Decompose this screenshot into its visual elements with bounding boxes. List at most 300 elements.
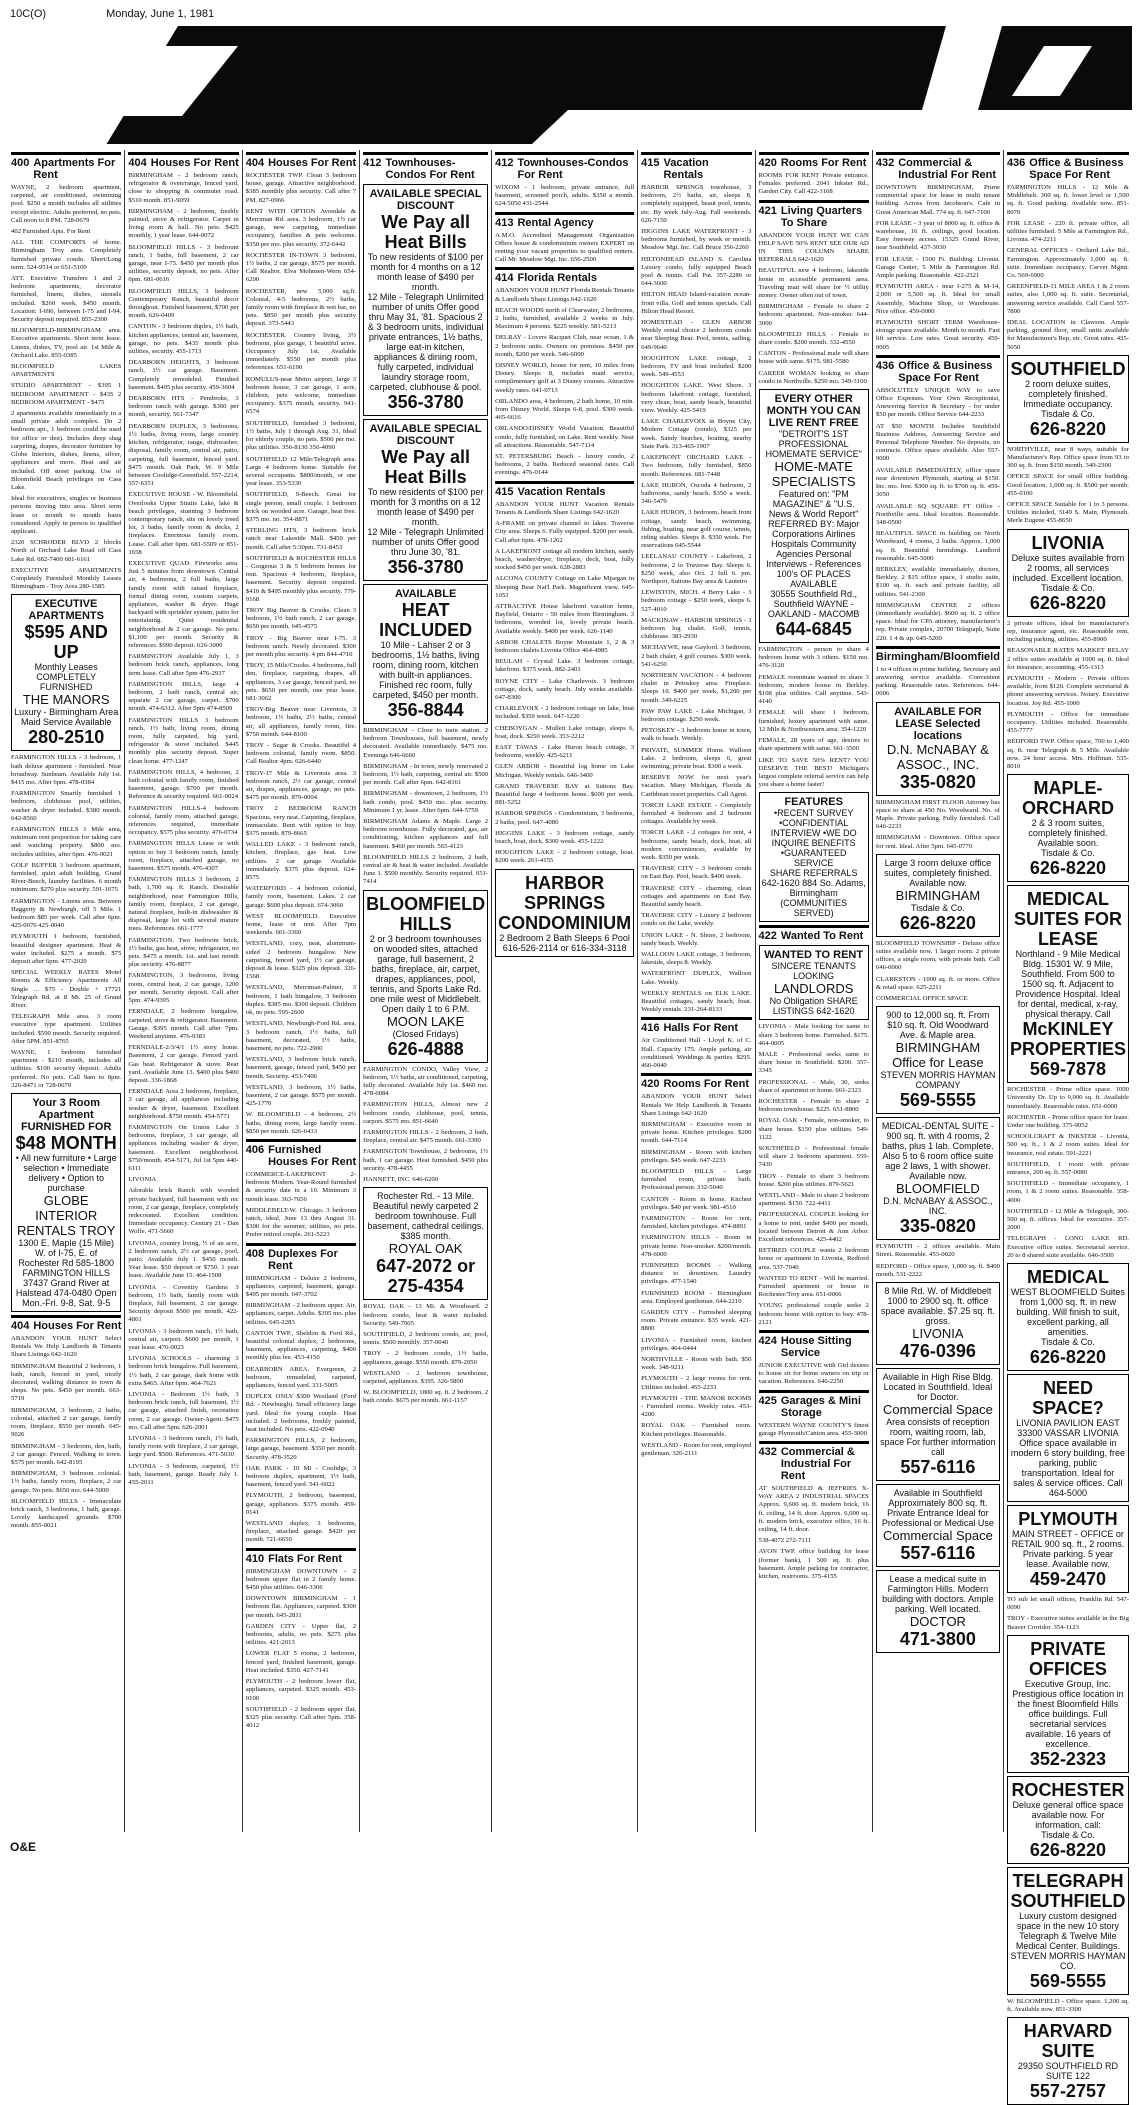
section-number: 404	[245, 157, 265, 169]
classified-ad: BLOOMFIELD HILLS 2 bedroom, 2 bath, central air & heat & water included. Available June 1. $500 monthly. Security required. 651-7414	[363, 853, 489, 886]
display-ad-detail: Featured on: "PM MAGAZINE" & "U.S. News & World Report" REFERRED BY: Major Corporations Airlines Hospitals Community Agencies Personal Interviews - References 100's OF PLACES AVAILABLE	[766, 489, 861, 590]
classified-ad: ORLANDO/DISNEY World Vacation. Beautiful condo, fully furnished, on Lake. Rent weekly. Near all attractions. Reasonable. 547-7114	[495, 425, 635, 449]
display-ad-detail: STEVEN MORRIS HAYMAN COMPANY	[880, 1070, 996, 1091]
classified-ad: FARMINGTON HILLS-4 bedroom colonial, family room, attached garage, references required, immediate occupancy. $575 plus security. 476-0734	[128, 804, 239, 837]
classified-ad: WESTLAND - 2 bedroom townhouse, carpeted, appliances. $395. 326-5800	[363, 1369, 489, 1385]
classified-ad: PLYMOUTH AREA - near I-275 & M-14, 2,000 or 5,500 sq. ft. Ideal for small Assembly, Machine Shop, or Warehouse. Nice office. 459-0000	[875, 283, 1000, 315]
classified-ad: ROYAL OAK - Female, non-smoker, to share house. $150 plus utilities. 549-1122	[758, 1117, 869, 1141]
section-header	[759, 1330, 869, 1359]
classified-ad: WALLED LAKE - 3 bedroom ranch, kitchen, fireplace, gas heat. Low utilities. 2 car garage. Available immediately. $375 plus deposit. 624-8575	[245, 841, 357, 882]
page-number: 10C(O)	[10, 8, 47, 20]
classified-ad: GARDEN CITY - Furnished sleeping room. Private entrance. $35 week. 421-8800	[641, 1308, 752, 1333]
classified-ad: SOUTHFIELD - Immediate occupancy, 1 room, 1 & 2 room suites. Reasonable. 358-4000	[1006, 1180, 1129, 1204]
classified-ad: LIVONIA - 3 bedroom ranch, 1½ bath, central air, carport. $600 per month, 1 year lease. 476-0023	[128, 1327, 239, 1352]
classified-ad: TROY - Executive suites available in the Big Beaver Corridor. 354-1123	[1006, 1615, 1129, 1631]
section-number: 421	[758, 204, 777, 217]
classified-ad: LIVONIA - Bedroom 1½ bath, 3 bedroom brick ranch, full basement, 1½ car garage, attached finish, recreation room, 2 car garage. Owner-Agent. $475 mo. Call after 5pm. 626-2001	[128, 1391, 239, 1431]
display-ad-name: Commercial Space	[882, 1402, 993, 1418]
section-number: 400	[11, 157, 30, 169]
classified-ad: LIVONIA - Coventry Gardens 3 bedroom, 1½ bath, family room with fireplace, full basement, 2 car garage. Security deposit $500 per month. 422-4861	[128, 1283, 239, 1324]
classified-ad: PAW PAW LAKE - Lake Michigan, 3 bedroom cottage. $250 week.	[641, 707, 752, 723]
section-title: Rental Agency	[517, 216, 594, 229]
classified-ad: ROMULUS-near Metro airport, large 3 bedroom house, 3 car garage, 1 acre, children, pets welcome, immediate occupancy. $375 month, security. 941-6574	[245, 375, 357, 416]
classified-ad: PLYMOUTH - Office for immediate occupancy. Utilities included. Reasonable. 455-7777	[1006, 710, 1129, 735]
classified-ad: 2 apartments available immediately in a small private adult complex. (In 2 bedroom apt., 1 bedroom could be used for office or den). Includes deep shag carpeting, drapes, decorator furniture by Globe Interiors, dishes, linens, silver, appliances and more. Heat and air included. Off street parking. Use of Bloomfield Beach privileges on Cass Lake.	[11, 410, 122, 491]
section-number: 425	[758, 1394, 777, 1407]
section-header	[495, 481, 634, 498]
classified-ad: TROY-Big Beaver near Livernois, 3 bedroom, 1½ baths, 2½ baths, central air, all appliances, family room, fire. $750 month. 644-8100	[245, 706, 357, 738]
classified-ad: TROY-17 Mile & Livernois area. 3 bedroom ranch, 2½ car garage, central air, drapes, appliances, garage, no pets. $475 per month. 879-0004	[245, 769, 357, 802]
section-header	[641, 1017, 751, 1034]
display-ad-text: To new residents of $100 per month for 4 months on a 12 month lease of $490 per month.	[367, 252, 484, 292]
section-header	[11, 152, 121, 181]
classified-ad: DOWNTOWN BIRMINGHAM - 1 bedroom flat. Appliances, carpeted. $300 per month. 645-2811	[245, 1595, 357, 1619]
display-ad-phone: 626-8220	[1029, 1347, 1106, 1367]
classified-ad: DELRAY - Lovers Racquet Club, near ocean, 1 & 2 bedroom units. Owners on premises. $450 per month, $200 per week. 546-6000	[495, 334, 635, 358]
classified-ad: A LAKEFRONT cottage all modern kitchen, sandy beach, washer/dryer, fireplace, deck, boat, fully stocked $450 per week. 628-2883	[495, 547, 635, 572]
display-ad-detail: 1300 E. Maple (15 Mile) W. of I-75, E. of Rochester Rd 585-1800 FARMINGTON HILLS 37437 Grand River at Halstead 474-0480 Open Mon.-Fri. 9-8, Sat. 9-5	[15, 1238, 117, 1309]
classified-ad: TROY Big Beaver & Crooks. Clean 3 bedroom, 1½ bath ranch, 2 car garage. $650 per month. 645-4575	[245, 606, 357, 631]
section-number: 408	[245, 1247, 265, 1260]
display-ad	[876, 1570, 1000, 1653]
section-title: Garages & Mini Storage	[780, 1394, 861, 1419]
display-ad-headline: TELEGRAPH SOUTHFIELD	[1010, 1870, 1126, 1911]
display-ad-name: ROYAL OAK	[388, 1241, 463, 1257]
classified-ad: WESTLAND duplex, 3 bedrooms, fireplace, attached garage. $420 per month. 721-6650	[245, 1520, 357, 1544]
display-ad-detail: No Obligation SHARE LISTINGS 642-1620	[769, 996, 858, 1017]
classified-ad: ST. PETERSBURG Beach - luxury condo, 2 bedrooms, 2 baths. Reduced seasonal rates. Call evenings. 476-0144	[495, 453, 635, 477]
display-ad	[495, 869, 634, 957]
display-ad-phone: 356-3780	[387, 392, 464, 412]
section-number: 436	[1006, 157, 1026, 169]
classified-ad: BIRMINGHAM - Downtown. Office space for rent. Ideal. After 5pm. 645-0770	[875, 834, 1000, 850]
classified-ad: BIRMINGHAM - Room with kitchen privileges. $45 week. 647-2233	[641, 1148, 752, 1164]
display-ad-text: Available in Southfield Approximately 800 sq. ft. Private Entrance Ideal for Professional or Medical Use	[881, 1488, 994, 1529]
classified-ad: FARMINGTON CONDO, Valley View, 2 bedroom, 1½ baths, air conditioned, carpeting, fully decorated. Available July 1st. $460 mo. 478-0084	[363, 1065, 489, 1098]
classified-ad: WEST BLOOMFIELD. Executive home, lease or rent. After 7pm weekends. 661-3360	[245, 912, 357, 937]
classified-ad: LOWER FLAT 5 rooms, 2 bedroom, fenced yard, finished basement, garage. Heat included. $350. 427-7141	[245, 1650, 357, 1674]
classified-ad: FARMINGTON - person to share 4 bedroom home with 3 others. $150 mo. 476-3120	[758, 646, 869, 670]
classified-ad: FURNISHED ROOM - Birmingham area. Employed gentleman. 644-2210	[641, 1289, 752, 1305]
display-ad-phone: 476-0396	[899, 1341, 976, 1362]
column-1	[8, 150, 124, 1832]
classified-ad: FARMINGTON Available July 1, 3 bedroom brick ranch, appliances, long term lease. Call after 5pm 476-2937	[128, 653, 239, 677]
section-title: Rooms For Rent	[663, 1078, 750, 1091]
classified-ad: ROCHESTER - Female to share 2 bedroom townhouse. $225. 651-8800	[758, 1097, 869, 1114]
display-ad-phone: 626-8220	[1029, 592, 1106, 613]
classified-ad: ROCHESTER - Prime office space for lease. Under one building. 375-9052	[1006, 1113, 1129, 1129]
classified-ad: WESTLAND, 3 bedroom, 1½ baths, basement, 2 car garage. $575 per month. 425-1770	[245, 1083, 357, 1108]
display-ad	[1007, 2017, 1129, 2105]
classified-ad: SOUTHFIELD - Professional female will share 2 bedroom apartment. 559-7430	[758, 1144, 869, 1169]
classified-ad: FEMALE will share 1 bedroom, furnished, luxury apartment with same. 12 Mile & Northwestern area. 354-1220	[758, 709, 869, 733]
classified-ad: BIRMINGHAM - Executive room in private home. Kitchen privileges. $200 month. 644-7114	[641, 1120, 752, 1145]
display-ad-headline: SOUTHFIELD	[1010, 358, 1126, 379]
display-ad-phone: 569-5555	[899, 1090, 976, 1111]
classified-ad: PETOSKEY - 3 bedroom home in town, walk to beach. Weekly.	[641, 727, 752, 743]
classified-ad: FARMINGTON. Two bedroom brick, 1½ baths, gas heat, stove, refrigerator, no pets. $475 a month. 1st. and last month plus security. 476-8877	[128, 936, 239, 969]
section-title: Halls For Rent	[663, 1022, 739, 1035]
classified-ad: BLOOMFIELD TOWNSHIP - Deluxe office suites available now. 1 larger room. 2 private offices, a single room, with private bath. Call 646-0060	[875, 939, 1000, 972]
display-ad-text: To new residents of $100 per month for 3 months on a 12 month lease of $490 per month.	[367, 487, 484, 527]
display-ad-name: GLOBE INTERIOR RENTALS TROY	[16, 1193, 116, 1239]
classified-ad: FARMINGTON HILLS, large 4 bedroom, 2 bath ranch, central air, separate 2 car garage, carpet. $700 month. 474-6312. After 5pm 474-8509	[128, 680, 239, 713]
section-title: Houses For Rent	[150, 157, 239, 169]
classified-ad: RENT WITH OPTION Avondale & Merriman Rd. area. 3 bedroom, 1½ car garage, new carpeting, immediate occupancy, families & pets welcome. $350 per mo. plus security. 372-6442	[245, 207, 357, 248]
classified-ad: 538-4072 272-7111	[758, 1537, 811, 1545]
classified-ad: PLYMOUTH SHORT TERM Warehouse-storage space available. Month to month. Fast lift service. Low rates. Great security. 459-0005	[875, 319, 1000, 351]
classified-ad: Adorable brick Ranch with wooded private backyard, full basement with rec room, 2 car garage, fireplace, completely redecorated. Excellent condition. Immediate occupancy. Century 21 - Dan Wolfe. 471-5660	[128, 1187, 239, 1236]
classified-ad: LAKE CHARLEVOIX in Boyne City, Modern Cottage (condo), $325 per week. Sandy beaches, boating, nearby State Park. 313-465-1907	[641, 418, 752, 450]
classified-ad: GRAND TRAVERSE BAY at Suttons Bay. Beautiful large 4 bedroom home. $600 per week. 881-5252	[495, 782, 635, 807]
section-title: Townhouses-Condos For Rent	[385, 157, 475, 181]
column-2	[124, 150, 241, 1832]
display-ad-list: 2 or 3 bedroom townhouses on wooded sites, attached garage, full basement, 2 baths, fireplace, air, carpet, drapes, appliances, pool, tennis, and Sports Lake Rd. one mile west of Middlebelt. Open daily 1 to 6 P.M.	[369, 933, 482, 1014]
display-ad-phone: 557-2757	[1029, 2081, 1106, 2102]
classified-ad: TORCH LAKE ESTATE - Completely furnished 4 bedroom and 2 bedroom cottages. Available by week.	[641, 801, 752, 826]
classified-ad: ATTRACTIVE House lakefront vacation home, Bayfield, Ontario - 50 miles from Birmingham. 3 bedrooms, wooded lot, lovely private beach. Available weekly. $400 per week. 626-1140	[495, 602, 635, 635]
column-5	[491, 150, 637, 1832]
display-ad	[1007, 774, 1129, 882]
classified-ad: STERLING HTS, 3 bedroom brick ranch near Lakeside Mall. $450 per month. Call after 5:30pm. 731-8453	[245, 527, 357, 551]
display-ad-list: • All new furniture • Large selection • Immediate delivery • Option to purchase	[15, 1153, 117, 1194]
classified-ad: ROCHESTER. Country living, 3½ bedroom, plus garage, 1 beautiful acres. Occupancy July 1st. Available immediately. $550 per month plus references. 651-6190	[245, 331, 357, 372]
section-title: Wanted To Rent	[780, 930, 864, 943]
section-header	[759, 152, 869, 169]
display-ad-phone: 557-6116	[900, 1543, 976, 1564]
classified-ad: HOUGHTON LAKE - 2 bedroom cottage, boat. $200 week. 261-4155	[495, 849, 635, 865]
classified-ad: NORTHVILLE - Room with bath. $50 week. 348-9211	[641, 1355, 752, 1372]
page-date: Monday, June 1, 1981	[106, 8, 215, 20]
column-9	[1003, 150, 1132, 2102]
classified-ad: BIRMINGHAM - In town, newly renovated 2 bedroom, 1½ bath, carpeting, central air. $500 per month. Call after 6pm. 642-8161	[363, 762, 489, 787]
classified-ad: WESTLAND, Merriman-Palmer, 3 bedroom, 1 bath bungalow, 3 bedroom duplex. $385 mo. $300 deposit. Children ok, no pets. 595-2600	[245, 984, 357, 1017]
classified-ad: TRAVERSE CITY - 3 bedroom condo on East Bay. Pool, beach. $400 week.	[641, 865, 752, 881]
display-ad-text: LIVONIA PAVILION EAST 33300 VASSAR LIVONIA Office space available in modern 6 story building, free parking, public transportation. Ideal for sales & service offices. Call 464-5000	[1010, 1418, 1125, 1498]
classified-ad: PLYMOUTH - 2 offices available. Main Street. Reasonable. 453-0020	[875, 1243, 1000, 1259]
classified-ad: SPECIAL WEEKLY RATES Motel Rooms & Efficiency Apartments All Single ... $75 - Double + 17721 Telegraph Rd. at 8 Mi. 25 of Grand River.	[11, 969, 122, 1010]
classified-ad: FARMINGTON HILLS 3 bedroom ranch, 1½ bath, living room, dining room, fully carpeted, big yard, refrigerator & stove included. $445 monthly plus security deposit. Super clean home. 477-1247	[128, 716, 239, 765]
classified-ad: ATT. Executive Transfers 1 and 2 bedroom apartments, decorator furnished, linens, dishes, utensils included. $260 week, $450 month. Location: I-696, between I-75 and I-94. Security deposit required. 855-2300	[11, 275, 122, 324]
display-ad-headline: MAPLE-ORCHARD	[1021, 778, 1114, 819]
classified-ad: FOR LEASE - 3 year of 8000 sq. ft. office & warehouse, 16 ft. ceilings, good location. Easy freeway access. 15325 Grand River, near Southfield. 437-3030	[875, 219, 1000, 252]
section-header	[495, 212, 634, 229]
display-ad-text: Deluxe suites available from 2 rooms, all services included. Excellent location.	[1011, 552, 1125, 583]
display-ad-phone: 569-5555	[1029, 1970, 1106, 1991]
classified-ad: TROY - Big Beaver near I-75. 3 bedroom ranch. Newly decorated. $300 per month plus security. 4 pm 844-4710	[245, 634, 357, 658]
section-header	[246, 1548, 356, 1565]
display-ad-phone: 644-6845	[775, 619, 852, 640]
display-ad-detail: Tisdale & Co.	[1041, 408, 1095, 419]
section-number: 422	[758, 930, 777, 943]
display-ad-detail: Luxury - Birmingham Area Maid Service Available	[14, 707, 119, 728]
classified-ad: 2320 SCHRODER BLVD 2 blocks North of Orchard Lake Road off Cass Lake Rd. 682-7400 681-6161	[11, 539, 122, 563]
display-ad-name: LANDLORDS	[773, 981, 854, 997]
display-ad-headline: NEED SPACE?	[1032, 1378, 1104, 1418]
display-ad-heading: AVAILABLE SPECIAL DISCOUNT	[369, 423, 482, 447]
classified-ad: TRAVERSE CITY - charming, clean cottages and apartments on East Bay. Beautiful sandy beach.	[641, 884, 752, 909]
classified-ad: ABANDON YOUR HUNT Select Rentals We Help Landlords & Tenants Share Listings 642-1620	[11, 1335, 122, 1359]
classified-ad: BIRMINGHAM - 2 bedroom ranch, refrigerator & oven/range, fenced yard, close to shopping & commuter road. $510 month. 851-9059	[128, 172, 239, 204]
display-ad-headline: MEDICAL SUITES FOR LEASE	[1013, 889, 1122, 950]
classified-ad: HOUGHTON LAKE. West Shore. 3 bedroom lakefront cottage, furnished, very clean, boat, sandy beach, beautiful view. Weekly. 425-5419	[641, 382, 752, 415]
classified-ad: TROY - 2 bedroom condo, 1½ baths, appliances, garage. $550 month. 879-2050	[363, 1350, 489, 1366]
section-number: 432	[758, 1446, 777, 1459]
classified-ad: LIVONIA - 3 bedroom ranch, 1½ bath, family room with fireplace, 2 car garage, large yard. $500. References. 471-5030	[128, 1435, 239, 1459]
display-ad-text: 2 room deluxe suites, completely finished. Immediate occupancy.	[1023, 378, 1113, 409]
classified-ad: W. BLOOMFIELD, 1800 sq. ft. 2 bedroom, 2 bath condo. $675 per month. 661-1157	[363, 1389, 489, 1405]
classified-ad: CLARKSTON - 1000 sq. ft. or more. Office & retail space. 625-2211	[875, 975, 1000, 991]
classified-ad: DEARBORN DUPLEX, 3 bedrooms, 1½ baths, living room, large country kitchen, refrigerator, range, dishwasher, disposal, family room, central air, patio, carpeting, full basement, fenced yard. $475 month. Oak Park, W. 9 Mile between Coolidge-Greenfield. 557-2214, 357-6351	[128, 422, 239, 488]
section-header	[495, 152, 634, 181]
display-ad-phone: 471-3800	[899, 1629, 976, 1650]
section-title: Commercial & Industrial For Rent	[780, 1446, 855, 1483]
classified-ad: 402 Furnished Apts. For Rent	[11, 228, 91, 236]
display-ad-detail: 616-526-2114 or 616-334-3118	[502, 942, 627, 953]
page-folio	[10, 4, 1130, 24]
display-ad-phone: 356-8844	[387, 700, 464, 720]
classified-ad: AT SOUTHFIELD & JEFFRIES X-WAY AREA 2 INDUSTRIAL SPACES Approx. 9,600 sq. ft. modern brick, 16 ft. ceiling, 14 ft. door. Approx. 6,000 sq. ft. modern brick, executive office, 16 ft. ceiling, 14 ft. door.	[758, 1485, 869, 1534]
display-ad-phone: 557-6116	[900, 1457, 976, 1478]
classified-ad: SOUTHFIELD, 9-Beech. Great for single person, small couple. 1 bedroom brick on wooded acre. Garage, heat free. $375 mo. no. 354-8871	[245, 491, 357, 523]
classified-ad: TELEGRAPH Mile area. 3 room executive type apartment. Utilities included. $590 month. Security required. After 5PM. 851-8765	[11, 1013, 122, 1045]
display-ad-text: 8 Mile Rd. W. of Middlebelt 1000 to 2900 sq. ft. office space available. $7.25 sq. ft. gross.	[880, 1286, 995, 1327]
column-8	[872, 150, 1003, 1832]
classified-ad: ARBOR CHALETS Boyne Mountain 1, 2 & 3 bedroom chalets Livonia Office 464-4985	[495, 638, 635, 654]
section-header	[759, 200, 869, 229]
classified-ad: EXECUTIVE QUAD. Fireworks area. Just 5 minutes from downtown. Central air, 4 bedrooms, 2 full baths, large family room with raised fireplace, formal dining room, custom carpets, appliances, washer & dryer. Huge backyard with sprinkler system, patio for entertaining. Quiet residential neighborhood & 2 car garage. No pets. $1,100 per month. Security & references. $990 deposit. 626-3000	[128, 559, 239, 649]
column-7	[755, 150, 872, 1832]
display-ad-headline: LIVONIA	[1031, 532, 1105, 553]
section-number: 420	[641, 1078, 660, 1091]
display-ad-headline: HEAT INCLUDED	[379, 600, 473, 640]
display-ad-name: BLOOMFIELD	[896, 1181, 980, 1197]
display-ad-headline: BLOOMFIELD HILLS	[366, 893, 486, 934]
classified-ad: DUPLEX ONLY $300 Westland (Ford Rd. - Newburgh). Small efficiency large yard. Ideal for young couple. Heat included. 2 bedrooms, freshly painted, heat included. No pets. 422-0940	[245, 1393, 357, 1434]
display-ad	[1007, 1867, 1129, 1995]
display-ad-name: Commercial Space	[882, 1528, 993, 1544]
section-number: 436	[875, 359, 895, 372]
classified-ad: WESTLAND, 3 bedroom brick ranch, basement, garage, fenced yard, $450 per month. Security. 453-7406	[245, 1056, 357, 1080]
classified-ad: BLOOMFIELD HILLS, 3 bedroom Contemporary Ranch, beautiful decor throughout. Finished basement, $700 per month. 626-0409	[128, 287, 239, 320]
classified-ad: SOUTHFIELD - 12 Mile & Telegraph, 300-500 sq. ft. offices. Ideal for executive. 357-2000	[1006, 1207, 1129, 1232]
column-4	[359, 150, 491, 1832]
display-ad	[876, 1006, 1000, 1114]
classified-ad: WESTLAND - Room for rent, employed gentleman. 326-2111	[641, 1441, 752, 1458]
display-ad	[1007, 1635, 1129, 1773]
classified-ad: SOUTHFIELD & ROCHESTER HILLS - Gorgeous 3 & 5 bedroom homes for rent. Spacious 4 bedroom, fireplace, basement. Security deposit required. $410 & $495 monthly plus security. 779-9168	[245, 554, 357, 603]
section-number: 412	[363, 157, 382, 169]
classified-ad: ABANDON YOUR HUNT Vacation Rentals Tenants & Landlords Share Listings 642-1620	[495, 500, 635, 516]
section-header	[1007, 152, 1129, 181]
classified-ad: BEAUTIFUL new 4 bedroom, lakeside home in accessible permanent area. Traveling man will share for ½ utility money. Owner often out of town.	[758, 267, 869, 300]
display-ad-detail: 12 Mile - Telegraph Unlimited number of units Offer good thru May 31, '81. Spacious 2 & 3 bedroom units, individual private entrances, 1½ baths, large eat-in kitchen, appliances & dining room, fully carpeted, individual laundry storage room, carpeted, clubhouse & pool.	[367, 292, 484, 392]
classified-ad: SOUTHFIELD 12 Mile/Telegraph area. Large 4 bedroom home. Suitable for several occupants. $800/month, or one year lease. 353-5330	[245, 455, 357, 488]
classified-ad: FARMINGTON HILLS - 3 bedroom, 1 bath deluxe apartment - furnished. Near broadway. Sunbeam. Available July 1st. $415 mo. After 6pm. 478-0384	[11, 754, 122, 786]
classified-ad: RESERVE NOW for next year's vacation. Many Michigan, Florida & Caribbean resort properties. Call Agent.	[641, 774, 752, 798]
classified-ad: BEAUTIFUL SPACE in building on North Woodward, 4 rooms, 2 baths. Approx. 1,000 sq. ft. Beautiful furnishings. Landlord reasonable. 645-5000	[875, 530, 1000, 562]
display-ad-headline: We Pay all Heat Bills	[381, 447, 470, 487]
display-ad-phone: 335-0820	[899, 1216, 976, 1237]
classified-ad: PRIVATE, SUMMER Home. Walloon Lake. 2 bedroom, sleeps 6, great swimming, private boat. $300 a week.	[641, 746, 752, 770]
classified-ad: COMMERCE-LAKEFRONT 2-bedroom Modern. Year-Round furnished & security date in a 10. Minimum 3 month lease. 363-7656	[245, 1170, 357, 1203]
display-ad-text: Large 3 room deluxe office suites, completely finished. Available now.	[884, 857, 992, 888]
column-3	[242, 150, 359, 1832]
section-title: Commercial & Industrial For Rent	[898, 157, 997, 181]
classified-ad: BLOOMFIELD HILLS - 3 bedroom ranch, 1 baths, full basement, 2 car garage, near I-75. $450 per month plus utilities, security deposit, no pets. After 6pm. 681-0616	[128, 243, 239, 284]
display-ad	[759, 945, 869, 1020]
classified-ad: FARMINGTON Smartly furnished 1 bedroom, clubhouse pool, utilities, washer & dryer included. $380 month. 642-8560	[11, 790, 122, 822]
classified-ad: PROFESSIONAL COUPLE looking for a home to rent, under $400 per month, located between Detroit & Ann Arbor. Excellent references. 425-4402	[758, 1211, 869, 1243]
classified-ad: FERNDALE-2/3/4/1 1½ story home. Basement, 2 car garage. Fenced yard. Gas heat. Refrigerator & stove. Rear yard. Available June 13. $400 plus $400 deposit. 336-1868	[128, 1044, 239, 1084]
classified-ad: FEMALE roommate wanted to share 3 bedroom, modern house in Berkley. $108 plus utilities. Call anytime. 543-4140	[758, 673, 869, 706]
display-ad-text: Lease a medical suite in Farmington Hills. Modern building with doctors. Ample parking. Well located.	[882, 1574, 994, 1615]
display-ad-phone: 626-8220	[1029, 1839, 1106, 1860]
classified-ad: HILTONHEAD ISLAND S. Carolina Luxury condo, fully equipped Beach pool & tennis. Call Pat. 357-2286 or 644-3600	[641, 255, 752, 288]
classified-ad: LIVONIA, country living, ½ of an acre, 2 bedroom ranch, 2½ car garage, pool, patio. Available July 1. $450 month. Year lease. $50 deposit or $750. 1 year lease. Available June 15. 464-1508	[128, 1239, 239, 1280]
classified-ad: DISNEY WORLD, house for rent, 10 miles from Disney. Sleeps 8, includes maid service, complimentary golf at 3 Disney courses. Attractive weekly rates. 641-0713	[495, 362, 635, 394]
classified-ad: TORCH LAKE - 2 cottages for rent, 4 bedrooms, sandy beach, dock, boat, all modern conveniences, available by week. $350 per week.	[641, 829, 752, 862]
classified-ad: BIRMINGHAM - 3 bedroom, den, bath, 2 car garage. Fenced. Walking to town. $575 per month. 642-8195	[11, 1442, 122, 1466]
classified-ad: PLYMOUTH - 2 large rooms for rent. Utilities included. 455-2233	[641, 1375, 752, 1391]
classified-ad: LEELANAU COUNTY - Lakefront, 2 bedrooms, 2 to Traverse Bay. Sleeps 6. $250 week, also Oct. 2 full 6. pm. Northport, Suttons Bay area & Lautetro	[641, 553, 752, 585]
display-ad	[11, 594, 121, 751]
classified-ad: NORTHERN VACATION - 4 bedroom chalet in Petoskey area. Fireplace. Sleeps 10. $400 per week, $1,200 per month. 349-6225	[641, 671, 752, 704]
display-ad-detail: SHARE REFERRALS 642-1620 884 So. Adams, Birmingham (COMMUNITIES SERVED)	[761, 868, 866, 919]
display-ad-heading: EXECUTIVE APARTMENTS	[28, 598, 104, 623]
display-ad-headline: HARBOR SPRINGS CONDOMINIUM	[498, 872, 632, 933]
classified-ad: FARMINGTON HILLS Lease or with option to buy 3 bedroom ranch, family room, fireplace, attached garage, no basement. $575 month. 476-4307	[128, 840, 239, 873]
classified-ad: TROY, 15 Mile/Crooks. 4 bedrooms, full den, fireplace, carpeting, drapes, all appliances, 3 car garage, fenced yard, no pets. $650 per month, one year lease. 681-3062	[245, 662, 357, 702]
classified-ad: AVON TWP. office building for lease (former bank), 1 500 sq. ft. plus basement. Ample parking for contractor, kitchen, restrooms. 375-4155	[758, 1548, 869, 1581]
classified-ad: LAKEFRONT ORCHARD LAKE - Two bedroom, fully furnished, $850 month. References. 681-7448	[641, 454, 752, 478]
classified-ad: MIDDLEBELT-W. Chicago. 3 bedroom ranch, ideal, June 13 thru August 31. $300 for the summer, utilities, no pets. Prefer retired couple. 261-5223	[245, 1206, 357, 1239]
section-title: Florida Rentals	[517, 272, 597, 285]
classified-ad: SOUTHFIELD, 1 room with private entrance, 200 sq. ft. 557-0080	[1006, 1160, 1129, 1176]
classified-ad: PROFESSIONAL - Male, 30, seeks share of apartment or home. 661-2323	[758, 1078, 869, 1094]
classified-ad: WAYNE, 2 bedroom apartment, carpeted, air conditioned, swimming pool. $250 a month includes all utilities except electric. Adults preferred, no pets. Call noon to 8 PM. 728-0679	[11, 184, 122, 224]
display-ad-name: BIRMINGHAM	[895, 887, 981, 903]
display-ad-name: MOON LAKE	[386, 1013, 465, 1029]
display-ad-text: MEDICAL-DENTAL SUITE - 900 sq. ft. with 4 rooms, 2 baths, plus 1 lab. Complete. Also 5 to 6 room office suite age 2 laws, 1 with shower. Available now.	[881, 1121, 994, 1182]
classified-ad: LIVONIA - Male looking for same to share 3 bedroom home. Furnished. $175. 464-0005	[758, 1023, 869, 1047]
classified-ad: 2 private offices, ideal for manufacturer's rep, insurance agent, etc. Reasonable rent, including parking, utilities. 455-8900	[1006, 619, 1129, 644]
classified-ad: BIRMINGHAM, 3 bedroom, 2 baths, colonial, attached 2 car garage, family room, fireplace. $550 per month. 645-9026	[11, 1406, 122, 1439]
display-ad-name: LIVONIA	[912, 1326, 964, 1342]
display-ad	[759, 792, 869, 922]
section-header	[876, 646, 1000, 663]
classified-ad: REASONABLE RATES MARKET RELAY 2 office suites available at 1000 sq. ft. Ideal for insurance, accounting. 455-1313	[1006, 647, 1129, 671]
classified-ad: FARMINGTON HILLS - Room in private home. Non-smoker. $200/month. 478-6000	[641, 1234, 752, 1258]
column-6	[637, 150, 754, 1832]
display-ad-text: Luxury custom designed space in the new 10 story Telegraph & Twelve Mile Medical Center. Buildings. STEVEN MORRIS HAYMAN CO.	[1010, 1910, 1126, 1971]
display-ad-name: THE MANORS	[22, 692, 110, 708]
section-title: Flats For Rent	[268, 1552, 343, 1565]
classified-ad: AVAILABLE IMMEDIATELY, office space near downtown Plymouth, starting at $150. Inc. mo. free. $300 sq. ft. to $700 sq. ft. 459-3050	[875, 466, 1000, 499]
classified-ad: PLYMOUTH - 2 bedroom lower flat, appliances, carpeted. $325 month. 453-0100	[245, 1678, 357, 1702]
section-header	[128, 152, 238, 169]
display-ad-phone: 356-3780	[387, 557, 464, 577]
classified-ad: FARMINGTON - Linens area. Between Haggerty & Newburgh, off 5 Mile. 1 bedroom $85 per week. Call after 6pm. 425-0076 425-0040	[11, 897, 122, 930]
classified-ad: CANTON TWP., Sheldon & Ford Rd., beautiful colonial duplex, 2 bedrooms, basement, appliances, carpeting, $400 monthly plus fee. 453-4150	[245, 1329, 357, 1362]
classified-ad: HOUGHTON LAKE cottage, 2 bedroom, TV and boat included. $200 week. 549-4553	[641, 354, 752, 379]
section-number: 415	[495, 485, 514, 498]
section-title: Office & Business Space For Rent	[1029, 157, 1124, 181]
display-ad-text: •RECENT SURVEY •CONFIDENTIAL INTERVIEW •WE DO INQUIRE BENEFITS •GUARANTEED SERVICE	[770, 808, 857, 869]
classified-ad: FARMINGTON - Room for rent, furnished, kitchen privileges. 474-8891	[641, 1214, 752, 1231]
display-ad-text: 29350 SOUTHFIELD RD SUITE 122	[1017, 2061, 1118, 2082]
classified-ad: WAYNE, 1 bedroom furnished apartment - $210 month, includes all utilities. $100 security deposit. Adults preferred. No pets. Call 9am to 8pm. 326-8471 or 728-0679	[11, 1049, 122, 1089]
classified-ad: WESTLAND, Newburgh-Ford Rd. area, 3 bedroom ranch, 1½ baths, full basement, decorated, 1½ baths, basement, no pets. 722-2900	[245, 1020, 357, 1052]
classified-ad: BLOOMFIELD-BIRMINGHAM area. Executive apartments. Short term lease. Linens, dishes, TV, pool air. 1st Mile & Orchard Lake. 855-0385	[11, 327, 122, 359]
display-ad-name: HOME-MATE SPECIALISTS	[771, 459, 856, 490]
display-ad-heading: AVAILABLE SPECIAL DISCOUNT	[369, 188, 482, 212]
classified-ad: EXECUTIVE APARTMENTS Completely Furnished Monthly Leases Birmingham - Troy Area 280-1585	[11, 566, 122, 591]
classified-ad: ABANDON YOUR HUNT WE CAN HELP SAVE 50% RENT SEE OUR AD IN THIS COLUMN SHARE REFERRALS 642-1620	[758, 231, 869, 264]
display-ad-headline: $595 AND UP	[24, 622, 108, 663]
classified-ad: SCHOOLCRAFT & INKSTER - Livonia, 500 sq. ft., 1 & 2 room suites. Ideal for insurance, real estate. 591-2221	[1006, 1133, 1129, 1157]
display-ad-headline: HARVARD SUITE	[1023, 2021, 1113, 2062]
section-number: 420	[758, 157, 777, 169]
section-number: 406	[245, 1143, 265, 1156]
display-ad-phone: 280-2510	[28, 727, 105, 748]
classified-ad: JUNIOR EXECUTIVE with Girl desires to house sit for home owners on trip or vacation. References. 646-2250	[758, 1362, 869, 1386]
classified-ad: EAST TAWAS - Lake Huron beach cottage, 3 bedrooms, weekly. 425-6211	[495, 743, 635, 760]
classified-ad: ALCONA COUNTY Cottage on Lake Mjsegan in Sleeping Bear Nat'l Park. Magnificent view. 645-1053	[495, 575, 635, 599]
classified-ad: FARMINGTON HILLS, 4 bedroom, 2 bath colonial with family room, finished basement, garage. $700 per month. Reference & security required. 661-0024	[128, 768, 239, 801]
classified-ad: W. BLOOMFIELD - Office space. 1,200 sq. ft. Available now. 851-3300	[1006, 1997, 1129, 2014]
classified-ad: FARMINGTON Townhouse, 2 bedrooms, 1½ bath, 1 car garage. Heat furnished. $450 plus security. 478-4455	[363, 1148, 489, 1172]
section-header	[759, 1441, 869, 1482]
display-ad-text: 2 Bedroom 2 Bath Sleeps 6 Pool	[499, 932, 630, 943]
classified-ad: WATERFORD - 4 bedroom colonial, family room, basement. Lakes. 2 car garage. $600 plus deposit. 674-3060	[245, 885, 357, 909]
classified-ad: CANTON - Room in home. Kitchen privileges. $40 per week. 981-4510	[641, 1195, 752, 1211]
classified-ad: MACKINAW - HARBOR SPRINGS - 3 bedroom log chalet. Golf, tennis, clubhouse. 383-2930	[641, 616, 752, 641]
section-title: Living Quarters To Share	[780, 204, 863, 229]
classified-ad: WATERFRONT DUPLEX, Walloon Lake. Weekly.	[641, 970, 752, 986]
classified-ad: LIVONIA	[128, 1176, 157, 1184]
classified-ad: BIRMINGHAM FIRST FLOOR Attorney has space to share at 450 No. Woodward. No. of Maple. Private parking. Fully furnished. Call 646-2233	[875, 798, 1000, 831]
section-number: 404	[128, 157, 147, 169]
display-ad-text: Northland - 9 Mile Medical Bldg. 15301 W. 9 Mile, Southfield. From 500 to 1500 sq. ft. Adjacent to Providence Hospital. Ideal for dental, medical, x-ray, physical therapy. Call	[1015, 949, 1121, 1020]
display-ad-detail: Tisdale & Co.	[911, 902, 965, 913]
classified-ad: FERNDALE Area 2 bedroom, fireplace, 3 car garage, all appliances including washer & dryer, basement. Excellent neighborhood. $750 month. 454-5771	[128, 1088, 239, 1120]
classified-ad: FURNISHED ROOMS - Walking distance to downtown. Laundry privileges. 477-1540	[641, 1261, 752, 1286]
display-ad-headline: PLYMOUTH	[1018, 1509, 1118, 1529]
classified-ad: AVAILABLE SQ SQUARE FT Office - Northville area. Ideal location. Reasonable. 348-0500	[875, 502, 1000, 526]
classified-ad: EXECUTIVE HOUSE - W. Bloomfield. Overlooks Upper Straits Lake, lake & beach privileges, stunning 3 bedroom contemporary ranch, sits on lovely treed lot, 3 baths, family room & decks, 2 fireplaces. Enormous family room. Lease. Call after 6pm. 681-5509 or 851-1658	[128, 491, 239, 556]
display-ad-phone: 626-8220	[899, 912, 976, 933]
classified-ad: BIRMINGHAM - Close to train station. 2 bedroom Townhouses, full basement, newly decorated. Available immediately. $475 mo. Evenings 646-6660	[363, 727, 489, 759]
display-ad-detail: Tisdale & Co.	[1041, 848, 1095, 859]
classified-ad: HARBOR SPRINGS townhouse, 3 bedroom, 2½ baths, air, sleeps 8, completely equipped, beaut pool, tennis, etc. By week July-Aug. Fall weekends. 626-7150	[641, 184, 752, 224]
display-ad-text: Deluxe general office space available now. For information, call:	[1012, 1799, 1124, 1830]
classified-ad: TROY - Sugar & Crooks. Beautiful 4 bedroom colonial, family room. $850. Call Realtor 4pm. 626-6440	[245, 742, 357, 766]
classified-ad: NORTHVILLE, near 8 ways, suitable for Manufacturer's Rep. Office space from 93 to 300 sq. ft. from $150 month. 349-2300	[1006, 445, 1129, 470]
classified-ad: FARMINGTON, 3 bedrooms, living room, central heat, 2 car garage, 1200 per month, Security deposit. Call after 5pm. 474-9395	[128, 972, 239, 1005]
display-ad	[876, 702, 1000, 796]
classified-ad: Air Conditioned Hall - Lloyd K. of C. Hall. Capacity 175. Ample parking, air conditioned. Weddings & parties. $295. 466-0040	[641, 1037, 752, 1070]
classified-ad: LAKE HURON, Oscoda 4 bedroom, 2 bathrooms, sandy beach. $350 a week. 346-5479	[641, 481, 752, 506]
section-title: Birmingham/Bloomfield	[875, 650, 1000, 663]
section-title: Furnished Houses For Rent	[268, 1143, 357, 1168]
page-footer: O&E	[10, 1840, 37, 1854]
classified-ad: DOWNTOWN BIRMINGHAM, Prime commercial space for lease in multi tenant building. Across from Jacobson's. Cafe in Great American Mall. 774 sq. ft. 647-7100	[875, 184, 1000, 216]
classified-ad: YOUNG professional couple seeks 2 bedroom home with option to buy. 478-2121	[758, 1302, 869, 1326]
classified-ad: BERKLEY, available immediately, doctors, Berkley. 2 $15 office space, 1 studio suite, $100 sq. ft. each and private facility, all utilities. 541-2300	[875, 565, 1000, 598]
classified-ad: DEARBORN HEIGHTS, 3 bedroom ranch, 1½ car garage. Basement. Completely remodeled. Finished basement. $495 plus security. 459-3604	[128, 359, 239, 391]
classified-ad: CANTON - Professional male will share house with same. $175. 981-5580	[758, 350, 869, 366]
